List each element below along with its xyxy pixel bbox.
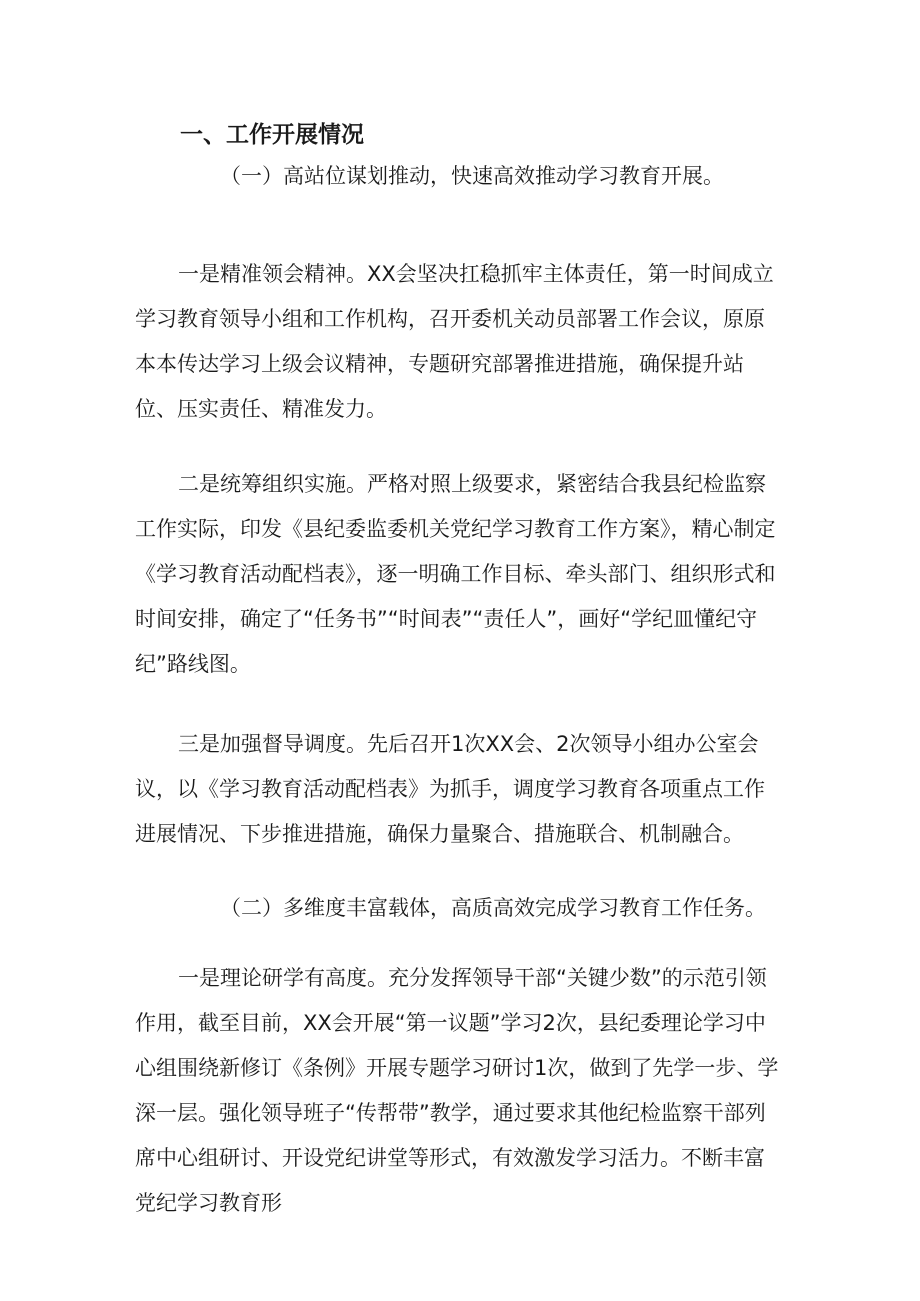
subsection-title-2: （二）多维度丰富载体，高质高效完成学习教育工作任务。 — [220, 896, 766, 920]
paragraph-1: 一是精准领会精神。XX会坚决扛稳抓牢主体责任，第一时间成立学习教育领导小组和工作机构，召开委机关动员部署工作会议，原原本本传达学习上级会议精神，专题研究部署推进措施，确保提升站位、压实责任、精准发力。 — [135, 262, 774, 421]
paragraph-4: 一是理论研学有高度。充分发挥领导干部“关键少数”的示范引领作用，截至目前，XX会开展“第一议题”学习2次，县纪委理论学习中心组围绕新修订《条例》开展专题学习研讨1次，做到了先学一步、学深一层。强化领导班子“传帮带”教学，通过要求其他纪检监察干部列席中心组研讨、开设党纪讲堂等形式，有效激发学习活力。不断丰富党纪学习教育形 — [135, 966, 779, 1215]
paragraph-2: 二是统筹组织实施。严格对照上级要求，紧密结合我县纪检监察工作实际，印发《县纪委监委机关党纪学习教育工作方案》，精心制定《学习教育活动配档表》，逐一明确工作目标、牵头部门、组织形式和时间安排，确定了“任务书”“时间表”“责任人”，画好“学纪皿懂纪守纪”路线图。 — [135, 472, 776, 676]
subsection-title-1: （一）高站位谋划推动，快速高效推动学习教育开展。 — [220, 164, 724, 188]
section-heading: 一、工作开展情况 — [180, 122, 364, 148]
paragraph-3: 三是加强督导调度。先后召开1次XX会、2次领导小组办公室会议，以《学习教育活动配档表》为抓手，调度学习教育各项重点工作进展情况、下步推进措施，确保力量聚合、措施联合、机制融合。 — [135, 732, 765, 846]
